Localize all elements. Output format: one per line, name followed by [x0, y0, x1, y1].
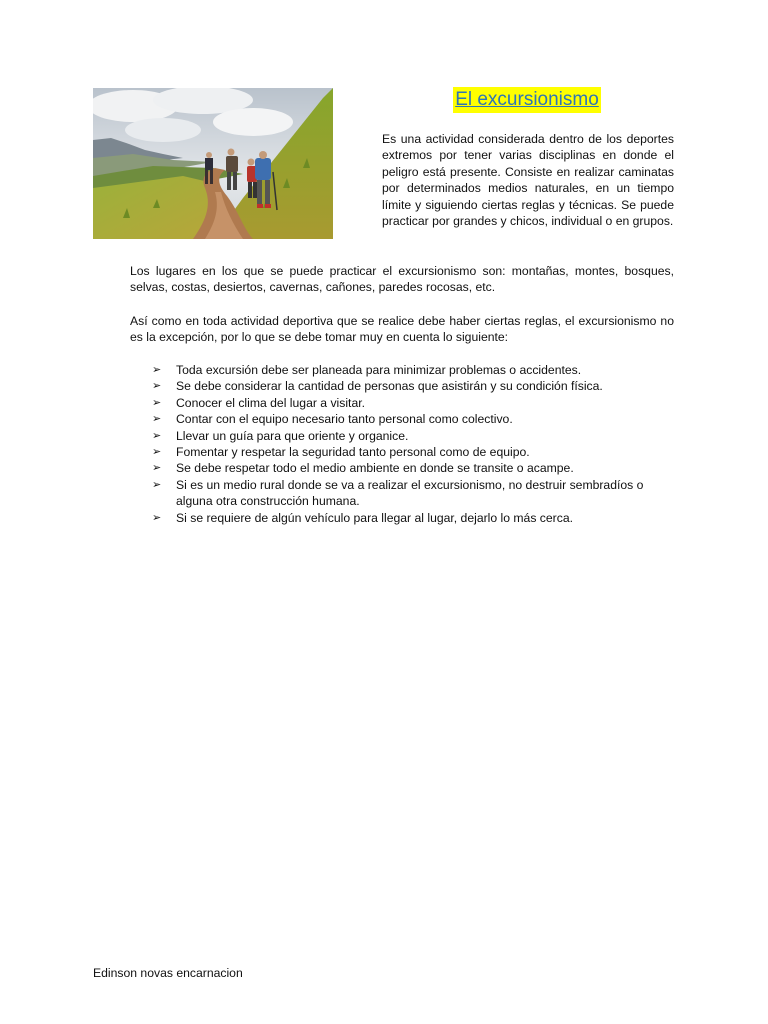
list-item	[152, 477, 676, 510]
arrow-bullet-icon: ➢	[152, 396, 162, 409]
list-item-text: Conocer el clima del lugar a visitar.	[176, 395, 365, 410]
hikers-on-mountain-trail-icon	[93, 88, 333, 239]
list-item	[152, 395, 676, 411]
list-item-text: Contar con el equipo necesario tanto personal como colectivo.	[176, 412, 513, 427]
arrow-bullet-icon: ➢	[152, 413, 162, 426]
list-item-text: Si se requiere de algún vehículo para llegar al lugar, dejarlo lo más cerca.	[176, 510, 573, 525]
list-item	[152, 460, 676, 476]
footer-author: Edinson novas encarnacion	[93, 966, 243, 980]
list-item	[152, 428, 676, 444]
list-item-text: Toda excursión debe ser planeada para minimizar problemas o accidentes.	[176, 363, 582, 377]
arrow-bullet-icon: ➢	[152, 511, 162, 524]
list-item	[152, 378, 676, 394]
title-container	[380, 87, 674, 113]
places-paragraph: Los lugares en los que se puede practicar el excursionismo son: montañas, montes, bosques, selvas, costas, desiertos, cavernas, cañones, paredes rocosas, etc.	[130, 264, 674, 295]
arrow-bullet-icon: ➢	[152, 478, 162, 491]
arrow-bullet-icon: ➢	[152, 462, 162, 475]
arrow-bullet-icon: ➢	[152, 364, 162, 376]
arrow-bullet-icon: ➢	[152, 446, 162, 459]
list-item	[152, 510, 676, 526]
rules-list	[152, 362, 676, 526]
hikers-photo	[93, 88, 333, 239]
document-title: El excursionismo	[453, 87, 601, 113]
intro-paragraph: Es una actividad considerada dentro de los deportes extremos por tener varias disciplinas en donde el peligro está presente. Consiste en realizar caminatas por determinados medios naturales, en un tiempo límite y siguiendo ciertas reglas y técnicas. Se puede practicar por grandes y chicos, individual o en grupos.	[382, 132, 674, 229]
list-item-text: Se debe respetar todo el medio ambiente en donde se transite o acampe.	[176, 461, 574, 476]
arrow-bullet-icon: ➢	[152, 429, 162, 442]
list-item	[152, 362, 676, 378]
list-item-text: Llevar un guía para que oriente y organice.	[176, 428, 409, 443]
list-item-text: Fomentar y respetar la seguridad tanto personal como de equipo.	[176, 445, 530, 460]
list-item-text: Si es un medio rural donde se va a realizar el excursionismo, no destruir sembradíos o alguna otra construcción humana.	[176, 477, 644, 509]
list-item	[152, 444, 676, 460]
list-item-text: Se debe considerar la cantidad de personas que asistirán y su condición física.	[176, 379, 603, 394]
list-item	[152, 411, 676, 427]
arrow-bullet-icon: ➢	[152, 380, 162, 393]
rules-intro-paragraph: Así como en toda actividad deportiva que se realice debe haber ciertas reglas, el excursionismo no es la excepción, por lo que se debe tomar muy en cuenta lo siguiente:	[130, 314, 674, 345]
